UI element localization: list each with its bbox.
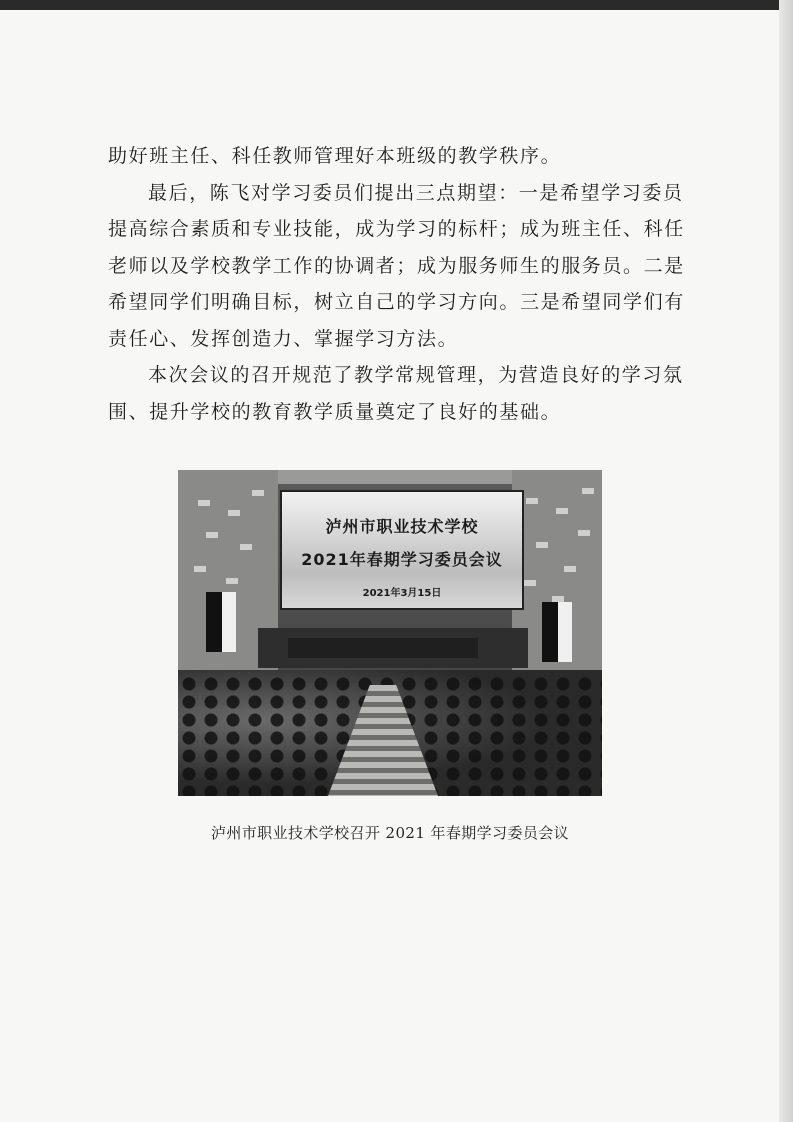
scan-edge-top (0, 0, 793, 10)
paragraph-line: 提高综合素质和专业技能，成为学习的标杆；成为班主任、科任 (108, 218, 685, 240)
paragraph-line: 围、提升学校的教育教学质量奠定了良好的基础。 (108, 400, 562, 423)
paragraph-line: 本次会议的召开规范了教学常规管理，为营造良好的学习氛 (148, 364, 684, 386)
screen-title: 泸州市职业技术学校 (325, 517, 479, 536)
scan-edge-right (779, 0, 793, 1122)
meeting-photo (178, 470, 602, 796)
paragraph-line: 老师以及学校教学工作的协调者；成为服务师生的服务员。二是 (108, 254, 685, 277)
screen-subtitle: 2021年春期学习委员会议 (301, 550, 503, 569)
paragraph-line: 责任心、发挥创造力、掌握学习方法。 (108, 327, 459, 350)
paragraph-line: 希望同学们明确目标，树立自己的学习方向。三是希望同学们有 (108, 291, 685, 313)
photo-caption: 泸州市职业技术学校召开 2021 年春期学习委员会议 (210, 824, 570, 842)
body-text (108, 138, 700, 430)
screen-date: 2021年3月15日 (362, 588, 442, 599)
photo-head-table (288, 638, 478, 658)
paragraph-line: 最后，陈飞对学习委员们提出三点期望：一是希望学习委员 (148, 181, 684, 204)
projection-screen (280, 490, 524, 610)
paragraph-line: 助好班主任、科任教师管理好本班级的教学秩序。 (108, 145, 562, 167)
